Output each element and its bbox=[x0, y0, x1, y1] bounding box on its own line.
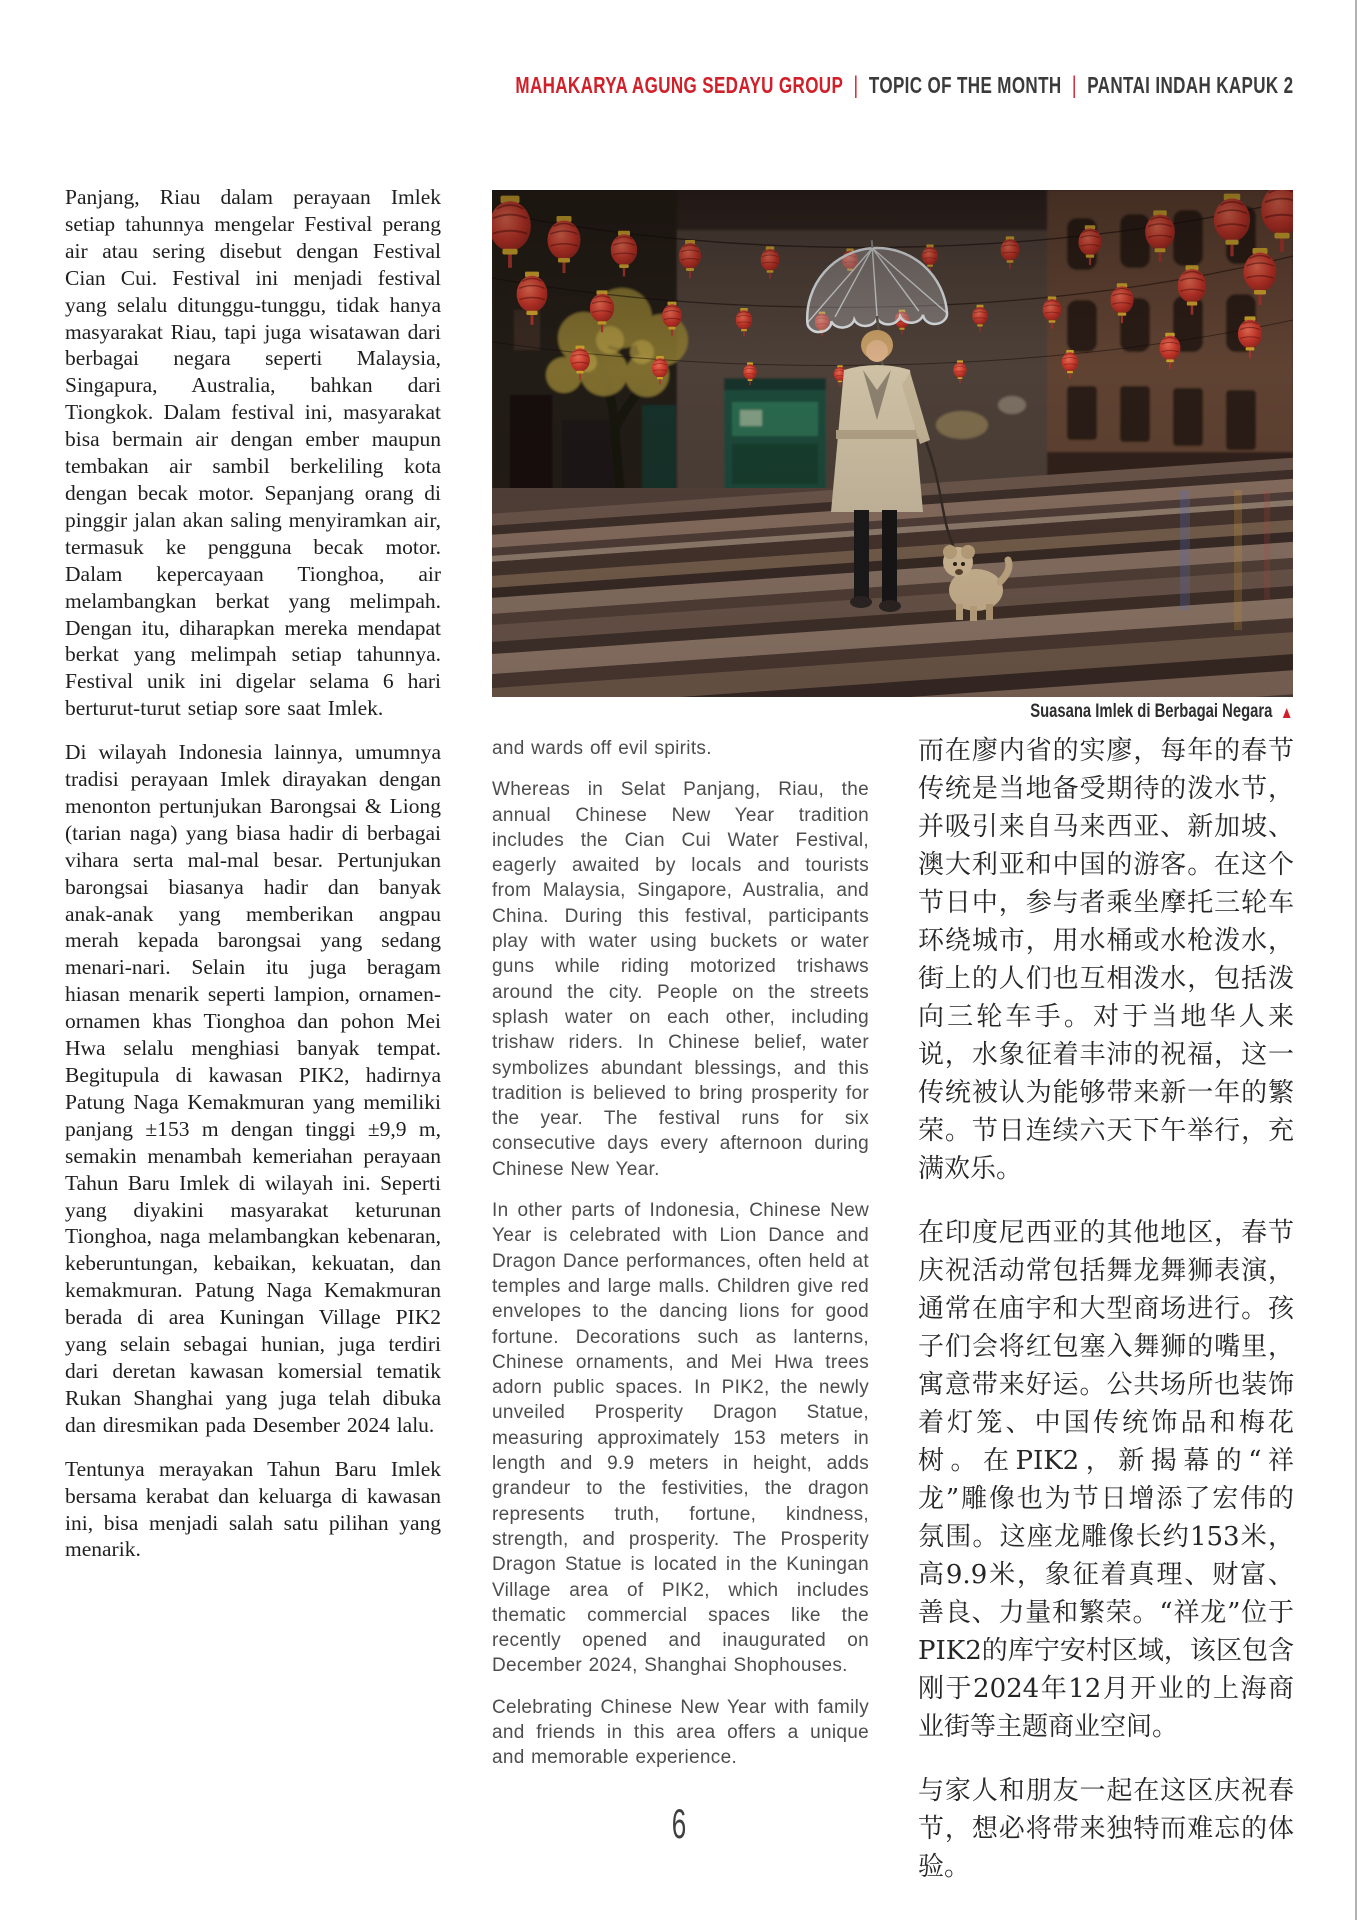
photo-caption-text: Suasana Imlek di Berbagai Negara bbox=[1029, 701, 1273, 722]
photo-illustration bbox=[492, 190, 1293, 697]
page-header bbox=[516, 72, 1294, 100]
festival-street-photo bbox=[492, 190, 1293, 697]
english-paragraph: Whereas in Selat Panjang, Riau, the annual Chinese New Year tradition includes the Cian Cui Water Festival, eagerly awaited by locals and tourists from Malaysia, Singapore, Australia, and China. During this festival, participants play with water using buckets or water guns while riding motorized trishaws around the city. People on the streets splash water on each other, including trishaw riders. In Chinese belief, water symbolizes abundant blessings, and this tradition is believed to bring prosperity for the year. The festival runs for six consecutive days every afternoon during Chinese New Year. bbox=[492, 779, 869, 1180]
chinese-paragraph: 与家人和朋友一起在这区庆祝春节，想必将带来独特而难忘的体验。 bbox=[918, 1776, 1294, 1882]
header-brand: MAHAKARYA AGUNG SEDAYU GROUP bbox=[515, 72, 844, 98]
english-paragraph: In other parts of Indonesia, Chinese New Year is celebrated with Lion Dance and Dragon Dance performances, often held at temples and large malls. Children give red envelopes to the dancing lions for good fortune. Decorations such as lanterns, Chinese ornaments, and Mei Hwa trees adorn public spaces. In PIK2, the newly unveiled Prosperity Dragon Statue, measuring approximately 153 meters in length and 9.9 meters in height, adds grandeur to the festivities, the dragon represents truth, fortune, kindness, strength, and prosperity. The Prosperity Dragon Statue is located in the Kuningan Village area of PIK2, which includes thematic commercial spaces like the recently opened and inaugurated on December 2024, Shanghai Shophouses. bbox=[492, 1200, 869, 1677]
header-topic: TOPIC OF THE MONTH bbox=[869, 72, 1062, 98]
header-separator: | bbox=[854, 72, 860, 99]
indonesian-paragraph: Panjang, Riau dalam perayaan Imlek setiap tahunnya mengelar Festival perang air atau sering disebut dengan Festival Cian Cui. Festival ini menjadi festival yang selalu ditunggu-tunggu, tidak hanya masyarakat Riau, tapi juga wisatawan dari berbagai negara seperti Malaysia, Singapura, Australia, bahkan dari Tiongkok. Dalam festival ini, masyarakat bisa bermain air dengan ember maupun tembakan air sambil berkeliling kota dengan becak motor. Sepanjang orang di pinggir jalan akan saling menyiramkan air, termasuk ke pengguna becak motor. Dalam kepercayaan Tionghoa, air melambangkan berkat yang melimpah. Dengan itu, diharapkan mereka mendapat berkat yang melimpah setiap tahunnya. Festival unik ini digelar selama 6 hari berturut-turut setiap sore saat Imlek. bbox=[65, 185, 441, 721]
photo-caption bbox=[1030, 701, 1293, 723]
header-location: PANTAI INDAH KAPUK 2 bbox=[1087, 72, 1294, 98]
indonesian-paragraph: Di wilayah Indonesia lainnya, umumnya tradisi perayaan Imlek dirayakan dengan menonton pertunjukan Barongsai & Liong (tarian naga) yang biasa hadir di berbagai vihara serta mal-mal besar. Pertunjukan barongsai biasanya hadir dan banyak anak-anak yang memberikan angpau merah kepada barongsai yang sedang menari-nari. Selain itu juga beragam hiasan menarik seperti lampion, ornamen-ornamen khas Tionghoa dan pohon Mei Hwa selalu menghiasi banyak tempat. Begitupula di kawasan PIK2, hadirnya Patung Naga Kemakmuran yang memiliki panjang ±153 m dengan tinggi ±9,9 m, semakin menambah kemeriahan perayaan Tahun Baru Imlek di wilayah ini. Seperti yang diyakini masyarakat keturunan Tionghoa, naga melambangkan kebenaran, keberuntungan, kebaikan, kekuatan, dan kemakmuran. Patung Naga Kemakmuran berada di area Kuningan Village PIK2 yang selain sebagai hunian, juga terdiri dari deretan kawasan komersial tematik Rukan Shanghai yang juga telah dibuka dan diresmikan pada Desember 2024 lalu. bbox=[65, 740, 441, 1437]
header-separator: | bbox=[1072, 72, 1078, 99]
english-paragraph: Celebrating Chinese New Year with family and friends in this area offers a unique and memorable experience. bbox=[492, 1696, 869, 1769]
chinese-paragraph: 在印度尼西亚的其他地区，春节庆祝活动常包括舞龙舞狮表演，通常在庙宇和大型商场进行。孩子们会将红包塞入舞狮的嘴里，寓意带来好运。公共场所也装饰着灯笼、中国传统饰品和梅花树。在PIK2，新揭幕的“祥龙”雕像也为节日增添了宏伟的氛围。这座龙雕像长约153米，高9.9米，象征着真理、财富、善良、力量和繁荣。“祥龙”位于PIK2的库宁安村区域，该区包含刚于2024年12月开业的上海商业街等主题商业空间。 bbox=[918, 1218, 1294, 1742]
caption-triangle-icon: ▲ bbox=[1279, 702, 1293, 722]
page-edge-line bbox=[1355, 0, 1357, 1920]
column-chinese bbox=[918, 732, 1294, 1886]
page-number: 6 bbox=[671, 1800, 687, 1847]
column-english bbox=[492, 736, 869, 1771]
chinese-paragraph: 而在廖内省的实廖，每年的春节传统是当地备受期待的泼水节，并吸引来自马来西亚、新加坡、澳大利亚和中国的游客。在这个节日中，参与者乘坐摩托三轮车环绕城市，用水桶或水枪泼水，街上的人们也互相泼水，包括泼向三轮车手。对于当地华人来说，水象征着丰沛的祝福，这一传统被认为能够带来新一年的繁荣。节日连续六天下午举行，充满欢乐。 bbox=[918, 736, 1294, 1184]
indonesian-paragraph: Tentunya merayakan Tahun Baru Imlek bersama kerabat dan keluarga di kawasan ini, bisa menjadi salah satu pilihan yang menarik. bbox=[65, 1456, 441, 1562]
column-indonesian bbox=[65, 184, 441, 1563]
english-paragraph: and wards off evil spirits. bbox=[492, 738, 712, 759]
